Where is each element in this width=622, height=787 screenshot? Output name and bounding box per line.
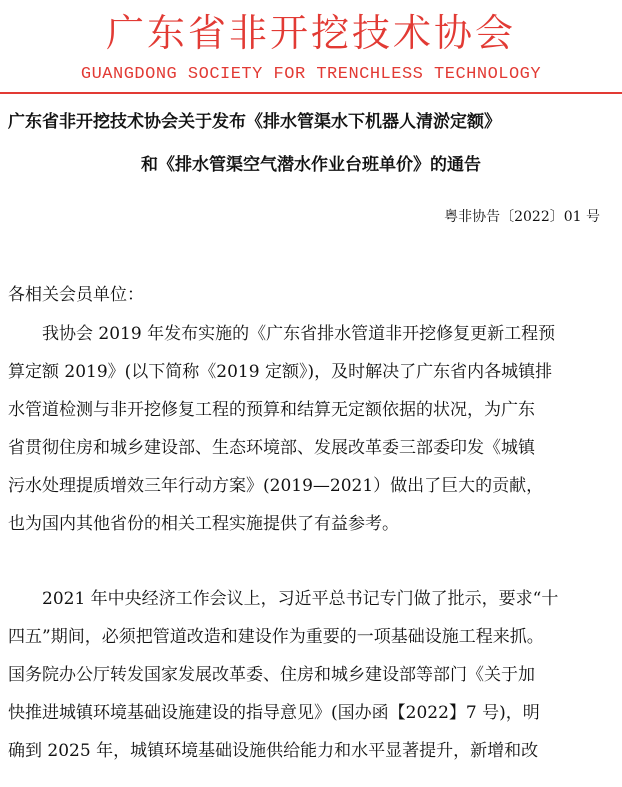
paragraph-line: 水管道检测与非开挖修复工程的预算和结算无定额依据的状况，为广东 xyxy=(8,400,535,420)
salutation: 各相关会员单位： xyxy=(8,285,144,305)
letterhead-divider xyxy=(0,92,622,94)
paragraph-line: 污水处理提质增效三年行动方案》(2019—2021）做出了巨大的贡献， xyxy=(8,476,544,496)
paragraph-line: 我协会 2019 年发布实施的《广东省排水管道非开挖修复更新工程预 xyxy=(8,324,556,344)
paragraph-line: 快推进城镇环境基础设施建设的指导意见》(国办函【2022】7 号)，明 xyxy=(8,703,540,723)
paragraph-line: 省贯彻住房和城乡建设部、生态环境部、发展改革委三部委印发《城镇 xyxy=(8,438,535,458)
letterhead-org-name-en: GUANGDONG SOCIETY FOR TRENCHLESS TECHNOLOGY xyxy=(80,65,542,84)
paragraph-line: 确到 2025 年，城镇环境基础设施供给能力和水平显著提升，新增和改 xyxy=(8,741,539,761)
paragraph-line: 2021 年中央经济工作会议上，习近平总书记专门做了批示，要求“十 xyxy=(8,589,559,609)
paragraph-line: 国务院办公厅转发国家发展改革委、住房和城乡建设部等部门《关于加 xyxy=(8,665,535,685)
paragraph-line: 也为国内其他省份的相关工程实施提供了有益参考。 xyxy=(8,514,399,534)
document-number: 粤非协告〔2022〕01 号 xyxy=(444,209,600,225)
paragraph-line: 四五”期间，必须把管道改造和建设作为重要的一项基础设施工程来抓。 xyxy=(8,627,544,647)
body-paragraph-2 xyxy=(8,580,610,770)
notice-title-line-2: 和《排水管渠空气潜水作业台班单价》的通告 xyxy=(141,155,481,175)
body-paragraph-1 xyxy=(8,315,610,543)
letterhead-org-name-cn: 广东省非开挖技术协会 xyxy=(105,11,516,55)
paragraph-line: 算定额 2019》(以下简称《2019 定额》)，及时解决了广东省内各城镇排 xyxy=(8,362,553,382)
notice-title-line-1: 广东省非开挖技术协会关于发布《排水管渠水下机器人清淤定额》 xyxy=(8,112,501,132)
